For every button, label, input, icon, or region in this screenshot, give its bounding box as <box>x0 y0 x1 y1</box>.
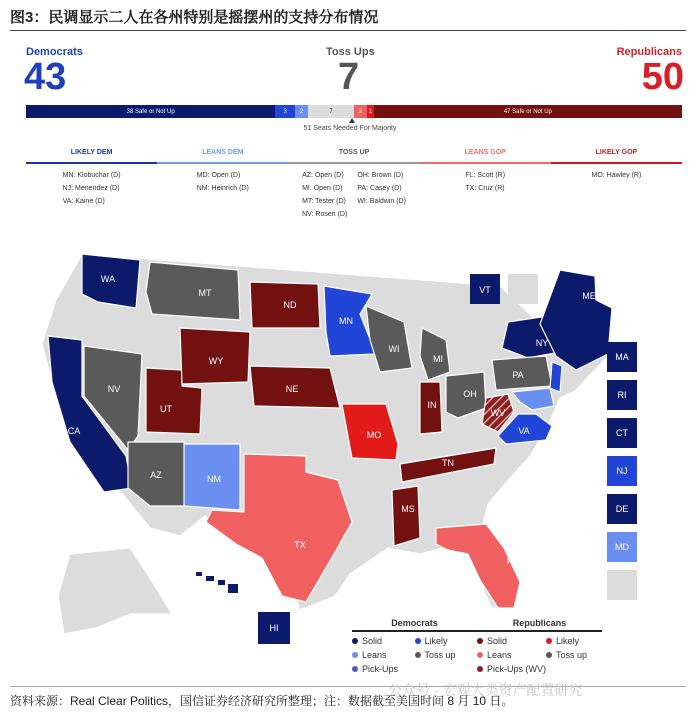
race-item: MT: Tester (D) <box>302 198 346 205</box>
rating-header: LIKELY DEM <box>26 146 157 164</box>
label-nv: NV <box>107 384 121 394</box>
label-tn: TN <box>442 458 454 468</box>
race-item: VA: Kaine (D) <box>62 198 105 205</box>
us-senate-map <box>0 236 700 656</box>
rating-col-leans-gop <box>420 142 551 221</box>
legend-item: Solid <box>487 636 508 646</box>
label-va: VA <box>518 426 530 436</box>
legend-item: Toss up <box>424 650 456 660</box>
label-tx: TX <box>294 540 306 550</box>
label-in: IN <box>427 400 437 410</box>
majority-note: 51 Seats Needed For Majority <box>303 125 397 132</box>
bar-rep-safe: 47 Safe or Not Up <box>374 105 682 118</box>
legend-item: Pick-Ups <box>362 664 399 674</box>
race-item: NV: Rosen (D) <box>302 211 348 218</box>
bar-dem-likely: 3 <box>275 105 295 118</box>
race-item: NM: Heinrich (D) <box>196 185 249 192</box>
dem-pickup-dot <box>352 666 358 672</box>
label-wv: WV <box>490 408 506 418</box>
source-note: 资料来源：Real Clear Politics，国信证券经济研究所整理；注：数据截至美国时间 8 月 10 日。 <box>10 694 514 708</box>
rep-toss-dot <box>546 652 552 658</box>
ratings-table <box>26 142 682 221</box>
race-item: OH: Brown (D) <box>357 172 404 179</box>
label-ma: MA <box>615 352 629 362</box>
source-divider <box>10 686 686 687</box>
legend-item: Toss up <box>556 650 588 660</box>
rep-likely-dot <box>546 638 552 644</box>
race-item: AZ: Open (D) <box>302 172 344 179</box>
label-wi: WI <box>388 344 400 354</box>
dem-count: 43 <box>24 56 67 98</box>
state-ak <box>58 548 172 634</box>
label-me: ME <box>582 291 596 301</box>
legend-item: Likely <box>424 636 448 646</box>
label-wa: WA <box>100 274 116 284</box>
legend-item: Leans <box>362 650 387 660</box>
rep-count: 50 <box>641 56 684 98</box>
state-ms <box>392 486 420 546</box>
dem-solid-dot <box>352 638 358 644</box>
label-mt: MT <box>198 288 212 298</box>
legend-item: Leans <box>487 650 512 660</box>
label-de: DE <box>615 504 629 514</box>
race-item: NJ: Menendez (D) <box>62 185 120 192</box>
seat-bar <box>26 105 682 118</box>
state-nj <box>550 362 562 392</box>
toss-count: 7 <box>338 56 360 98</box>
label-ny: NY <box>535 338 549 348</box>
rating-header: TOSS UP <box>288 146 419 164</box>
label-ri: RI <box>617 390 627 400</box>
race-item: MO: Hawley (R) <box>591 172 642 179</box>
dem-likely-dot <box>415 638 421 644</box>
dem-leans-dot <box>352 652 358 658</box>
bar-toss: 7 <box>308 105 354 118</box>
race-item: PA: Casey (D) <box>357 185 402 192</box>
label-mo: MO <box>366 430 382 440</box>
label-nj: NJ <box>616 466 628 476</box>
label-ne: NE <box>285 384 299 394</box>
dem-label: Democrats <box>26 46 83 58</box>
legend-rep-header: Republicans <box>477 618 602 632</box>
label-ut: UT <box>160 404 172 414</box>
state-mt <box>146 262 240 320</box>
figure-title: 图3：民调显示二人在各州特别是摇摆州的支持分布情况 <box>10 9 379 26</box>
label-oh: OH <box>463 389 477 399</box>
label-vt: VT <box>479 285 491 295</box>
rating-col-likely-dem <box>26 142 157 221</box>
title-divider <box>10 30 686 31</box>
rating-header: LIKELY GOP <box>551 146 682 164</box>
label-mi: MI <box>433 354 443 364</box>
label-hi: HI <box>269 623 279 633</box>
rating-col-toss-up <box>288 142 419 221</box>
label-wy: WY <box>208 356 224 366</box>
label-nm: NM <box>207 474 221 484</box>
rating-header: LEANS DEM <box>157 146 288 164</box>
race-item: MI: Open (D) <box>302 185 343 192</box>
bar-rep-leans: 2 <box>354 105 367 118</box>
legend-item: Pick-Ups (WV) <box>487 664 546 674</box>
label-mn: MN <box>339 316 353 326</box>
label-ca: CA <box>67 426 81 436</box>
race-item: WI: Baldwin (D) <box>357 198 406 205</box>
state-hi <box>196 572 238 593</box>
dem-toss-dot <box>415 652 421 658</box>
rep-solid-dot <box>477 638 483 644</box>
label-ms: MS <box>401 504 415 514</box>
rating-col-likely-gop <box>551 142 682 221</box>
majority-marker <box>349 118 355 123</box>
legend-item: Solid <box>362 636 383 646</box>
state-fl <box>436 524 520 608</box>
label-fl: FL <box>506 556 518 566</box>
race-item: TX: Cruz (R) <box>465 185 505 192</box>
map-legend <box>352 618 602 674</box>
legend-dem-header: Democrats <box>352 618 477 632</box>
label-pa: PA <box>512 370 524 380</box>
rep-label: Republicans <box>616 46 682 58</box>
rating-col-leans-dem <box>157 142 288 221</box>
label-az: AZ <box>150 470 162 480</box>
bar-rep-likely: 1 <box>367 105 374 118</box>
label-ct: CT <box>616 428 628 438</box>
toss-label: Toss Ups <box>326 46 375 58</box>
rating-header: LEANS GOP <box>420 146 551 164</box>
label-nd: ND <box>283 300 297 310</box>
legend-item: Likely <box>556 636 580 646</box>
race-item: MN: Klobuchar (D) <box>62 172 121 179</box>
watermark: 公众号 · 宏观大类资产配置研究 <box>388 682 583 698</box>
rep-leans-dot <box>477 652 483 658</box>
bar-dem-safe: 38 Safe or Not Up <box>26 105 275 118</box>
label-md: MD <box>615 542 629 552</box>
race-item: MD: Open (D) <box>196 172 241 179</box>
bar-dem-leans: 2 <box>295 105 308 118</box>
race-item: FL: Scott (R) <box>465 172 506 179</box>
rep-pickup-dot <box>477 666 483 672</box>
